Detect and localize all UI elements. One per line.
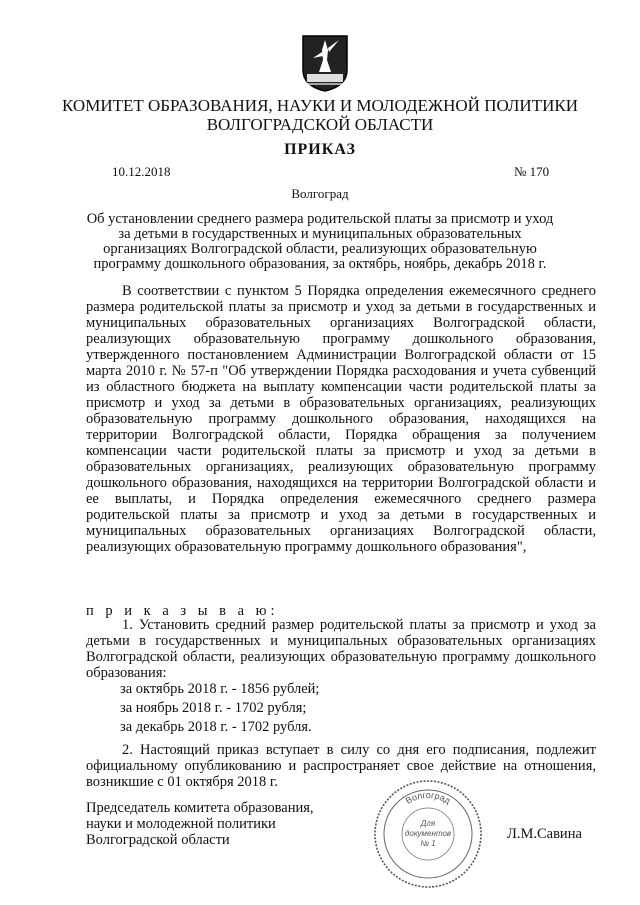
svg-text:Волгоград bbox=[404, 790, 453, 806]
rate-december: за декабрь 2018 г. - 1702 рубля. bbox=[120, 719, 312, 735]
document-number: № 170 bbox=[514, 164, 550, 179]
subject-line: за детьми в государственных и муниципальных образовательных bbox=[118, 226, 522, 242]
org-name-line1: КОМИТЕТ ОБРАЗОВАНИЯ, НАУКИ И МОЛОДЕЖНОЙ ПОЛИТИКИ bbox=[62, 96, 578, 115]
org-name-line2: ВОЛГОГРАДСКОЙ ОБЛАСТИ bbox=[206, 115, 434, 134]
signatory-position-line3: Волгоградской области bbox=[86, 832, 230, 848]
rate-october: за октябрь 2018 г. - 1856 рублей; bbox=[120, 681, 320, 697]
signatory-position bbox=[86, 800, 314, 848]
order-item-1: 1. Установить средний размер родительской платы за присмотр и уход за детьми в государственных и муниципальных образовательных организациях Волгоградской области, реализующих образовательную программу дошкольного образования: bbox=[86, 617, 596, 681]
document-subject bbox=[0, 212, 640, 272]
document-type: ПРИКАЗ bbox=[284, 141, 356, 158]
signatory-name: Л.М.Савина bbox=[507, 826, 582, 842]
document-city: Волгоград bbox=[291, 186, 349, 201]
org-name bbox=[0, 96, 640, 134]
official-stamp bbox=[372, 778, 484, 890]
preamble-paragraph: В соответствии с пунктом 5 Порядка определения ежемесячного среднего размера родительской платы за присмотр и уход за детьми в государственных и муниципальных образовательных организациях Волгоградской области, реализующих образовательную программу дошкольного образования, утвержденного постановлением Администрации Волгоградской области от 15 марта 2010 г. № 57-п "Об утверждении Порядка расходования и учета субвенций из областного бюджета на выплату компенсации части родительской платы за присмотр и уход за детьми в образовательных организациях, реализующих образовательную программу дошкольного образования, находящихся на территории Волгоградской области, Порядка обращения за получением компенсации части родительской платы за присмотр и уход за детьми в образовательных организациях, реализующих образовательную программу дошкольного образования, находящихся на территории Волгоградской области и ее выплаты, и Порядка определения ежемесячного среднего размера родительской платы за присмотр и уход за детьми в государственных и муниципальных образовательных организациях Волгоградской области, реализующих образовательную программу дошкольного образования", bbox=[86, 283, 596, 555]
order-item-2: 2. Настоящий приказ вступает в силу со дня его подписания, подлежит официальному опубликованию и распространяет свое действие на отношения, возникшие с 01 октября 2018 г. bbox=[86, 742, 596, 790]
order-word: п р и к а з ы в а ю: bbox=[86, 603, 279, 619]
subject-line: Об установлении среднего размера родительской платы за присмотр и уход bbox=[86, 211, 554, 227]
document-date: 10.12.2018 bbox=[112, 164, 171, 179]
signatory-position-line2: науки и молодежной политики bbox=[86, 816, 276, 832]
signatory-position-line1: Председатель комитета образования, bbox=[86, 800, 314, 816]
stamp-ring-text: Волгоград bbox=[403, 789, 453, 806]
stamp-line1: Для bbox=[420, 819, 436, 828]
stamp-line2: документов bbox=[404, 829, 452, 838]
rate-november: за ноябрь 2018 г. - 1702 рубля; bbox=[120, 700, 307, 716]
stamp-line3: № 1 bbox=[420, 839, 436, 848]
subject-line: программу дошкольного образования, за октябрь, ноябрь, декабрь 2018 г. bbox=[93, 256, 547, 272]
subject-line: организациях Волгоградской области, реализующих образовательную bbox=[103, 241, 537, 257]
coat-of-arms-emblem-icon bbox=[301, 34, 349, 92]
